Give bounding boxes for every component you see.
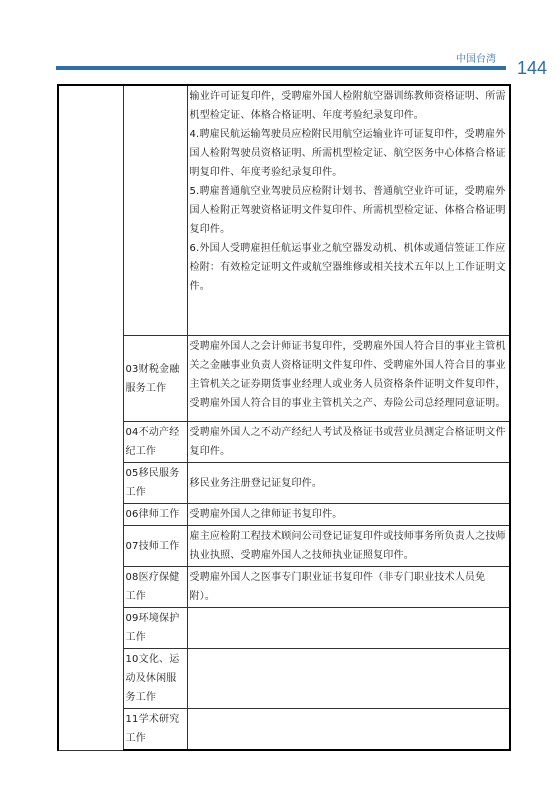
table-row xyxy=(58,422,510,463)
requirement-text: 受聘雇外国人之医事专门职业证书复印件（非专门职业技术人员免附）。 xyxy=(189,572,486,602)
category-cell xyxy=(123,85,187,336)
requirement-cell xyxy=(187,709,510,751)
category-cell: 09环境保护工作 xyxy=(123,608,187,649)
requirement-text: 雇主应检附工程技术顾问公司登记证复印件或技师事务所负责人之技师执业执照、受聘雇外国人之技师执业证照复印件。 xyxy=(189,531,506,561)
table-row xyxy=(58,85,510,336)
table-row xyxy=(58,709,510,751)
requirement-cell xyxy=(187,463,510,504)
table-row xyxy=(58,526,510,567)
category-cell: 03财税金融服务工作 xyxy=(123,336,187,422)
requirement-text: 5.聘雇普通航空业驾驶员应检附计划书、普通航空业许可证，受聘雇外国人检附正驾驶资格证明文件复印件、所需机型检定证、体格合格证明复印件。 xyxy=(189,186,506,235)
category-cell: 05移民服务工作 xyxy=(123,463,187,504)
requirement-text: 输业许可证复印件，受聘雇外国人检附航空器训练教师资格证明、所需机型检定证、体格合格证明、年度考验纪录复印件。 xyxy=(189,91,506,121)
table-row xyxy=(58,336,510,422)
category-cell: 04不动产经纪工作 xyxy=(123,422,187,463)
table-row xyxy=(58,567,510,608)
table-row xyxy=(58,463,510,504)
requirement-text: 受聘雇外国人之不动产经纪人考试及格证书或营业员测定合格证明文件复印件。 xyxy=(189,427,506,457)
table-row xyxy=(58,504,510,526)
requirement-text: 4.聘雇民航运输驾驶员应检附民用航空运输业许可证复印件，受聘雇外国人检附驾驶员资格证明、所需机型检定证、航空医务中心体格合格证明复印件、年度考验纪录复印件。 xyxy=(189,129,506,178)
requirement-cell xyxy=(187,336,510,422)
requirement-cell xyxy=(187,504,510,526)
requirement-cell xyxy=(187,649,510,709)
requirement-cell xyxy=(187,608,510,649)
table-row xyxy=(58,608,510,649)
requirement-text: 移民业务注册登记证复印件。 xyxy=(189,477,323,489)
requirement-cell xyxy=(187,567,510,608)
category-cell: 08医疗保健工作 xyxy=(123,567,187,608)
category-cell: 07技师工作 xyxy=(123,526,187,567)
requirement-cell xyxy=(187,422,510,463)
page-number: 144 xyxy=(516,58,547,78)
requirement-text: 6.外国人受聘雇担任航运事业之航空器发动机、机体或通信签证工作应检附：有效检定证明文件或航空器维修或相关技术五年以上工作证明文件。 xyxy=(189,243,506,292)
category-cell: 06律师工作 xyxy=(123,504,187,526)
category-cell: 10文化、运动及休闲服务工作 xyxy=(123,649,187,709)
category-cell: 11学术研究工作 xyxy=(123,709,187,751)
table-row xyxy=(58,649,510,709)
outer-blank-cell xyxy=(58,85,123,750)
requirement-text: 受聘雇外国人之律师证书复印件。 xyxy=(189,509,343,520)
requirements-table xyxy=(57,84,511,751)
header-rule xyxy=(56,66,506,70)
requirement-text: 受聘雇外国人之会计师证书复印件，受聘雇外国人符合目的事业主管机关之金融事业负责人资格证明文件复印件、受聘雇外国人符合目的事业主管机关之证券期货事业经理人或业务人员资格条件证明文件复印件，受聘雇外国人符合目的事业主管机关之产、寿险公司总经理同意证明。 xyxy=(189,341,506,409)
requirement-cell xyxy=(187,526,510,567)
requirement-cell xyxy=(187,85,510,336)
header-title: 中国台湾 xyxy=(456,54,496,65)
